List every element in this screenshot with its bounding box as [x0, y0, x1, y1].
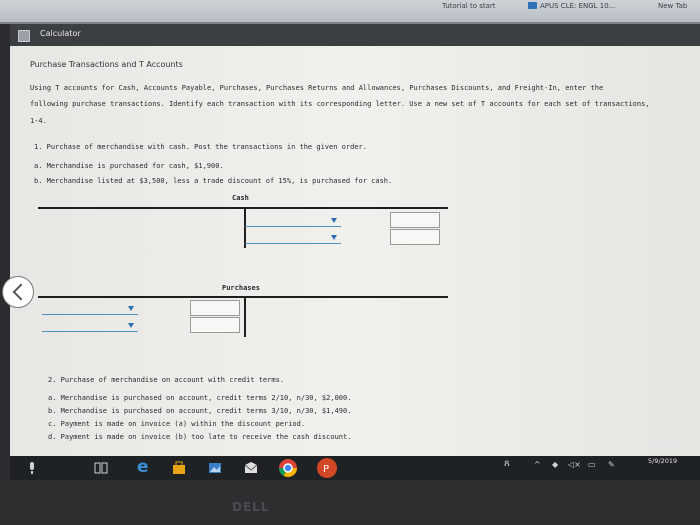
mail-icon[interactable] — [244, 461, 258, 475]
chevron-down-icon — [331, 235, 337, 240]
page-title: Purchase Transactions and T Accounts — [30, 60, 183, 69]
purchases-debit-dropdown-1[interactable] — [42, 303, 138, 315]
tray-time[interactable]: 11:26 PM — [648, 442, 679, 450]
task-view-icon[interactable] — [94, 461, 108, 475]
browser-tab[interactable]: Tutorial to start — [442, 2, 496, 10]
back-button[interactable] — [2, 276, 34, 308]
network-icon[interactable]: ◆ — [552, 460, 559, 469]
intro-line: Using T accounts for Cash, Accounts Payable, Purchases, Purchases Returns and Allowances, Purchases Discounts, and Freight-In, enter the — [30, 84, 604, 92]
cash-credit-amount-2[interactable] — [390, 229, 440, 245]
volume-icon[interactable]: ◁× — [568, 460, 581, 469]
photos-icon[interactable] — [208, 461, 222, 475]
chevron-down-icon — [128, 323, 134, 328]
powerpoint-icon[interactable] — [316, 457, 338, 479]
q1-title: 1. Purchase of merchandise with cash. Post the transactions in the given order. — [34, 143, 367, 151]
battery-icon[interactable]: ▭ — [588, 460, 596, 469]
chevron-down-icon — [331, 218, 337, 223]
calculator-link[interactable]: Calculator — [40, 29, 81, 38]
calculator-icon[interactable] — [18, 30, 30, 42]
intro-line: 1-4. — [30, 117, 47, 125]
q2-item: a. Merchandise is purchased on account, credit terms 2/10, n/30, $2,000. — [48, 394, 352, 402]
browser-tab-strip — [0, 0, 700, 22]
cash-debit-dropdown-2[interactable] — [245, 232, 341, 244]
chevron-down-icon — [128, 306, 134, 311]
chevron-up-icon[interactable]: ^ — [534, 460, 541, 469]
q2-title: 2. Purchase of merchandise on account with credit terms. — [48, 376, 285, 384]
q2-item: c. Payment is made on invoice (a) within the discount period. — [48, 420, 306, 428]
q2-item: b. Merchandise is purchased on account, credit terms 3/10, n/30, $1,490. — [48, 407, 352, 415]
cash-debit-dropdown-1[interactable] — [245, 215, 341, 227]
windows-taskbar — [10, 456, 700, 480]
cash-credit-amount-1[interactable] — [390, 212, 440, 228]
browser-tab[interactable]: New Tab — [658, 2, 688, 10]
tab-favicon-icon — [528, 2, 537, 9]
svg-text:P: P — [323, 464, 330, 475]
tray-date[interactable]: 5/9/2019 — [648, 457, 678, 465]
purchases-amount-1[interactable] — [190, 300, 240, 316]
edge-icon[interactable]: e — [137, 457, 149, 477]
assignment-page — [10, 46, 700, 456]
purchases-debit-dropdown-2[interactable] — [42, 320, 138, 332]
pen-icon[interactable]: ✎ — [608, 460, 615, 469]
purchases-t-rule — [38, 296, 448, 298]
laptop-bezel — [0, 480, 700, 525]
q1-item: b. Merchandise listed at $3,500, less a trade discount of 15%, is purchased for cash. — [34, 177, 393, 185]
dell-logo: DELL — [232, 500, 270, 514]
cash-t-rule — [38, 207, 448, 209]
intro-line: following purchase transactions. Identify each transaction with its corresponding letter. Use a new set of T accounts for each set of transactions, — [30, 100, 650, 108]
purchases-t-divider — [244, 297, 246, 337]
people-icon[interactable]: ጸ — [504, 458, 510, 469]
cash-account-title: Cash — [232, 194, 249, 202]
app-title-bar — [10, 24, 700, 46]
q2-item: d. Payment is made on invoice (b) too late to receive the cash discount. — [48, 433, 352, 441]
store-icon[interactable] — [172, 461, 186, 475]
chrome-icon[interactable] — [278, 458, 298, 478]
chevron-left-icon — [13, 284, 30, 301]
purchases-amount-2[interactable] — [190, 317, 240, 333]
purchases-account-title: Purchases — [222, 284, 260, 292]
q1-item: a. Merchandise is purchased for cash, $1,900. — [34, 162, 224, 170]
browser-tab[interactable]: APUS CLE: ENGL 10... — [540, 2, 616, 10]
microphone-icon[interactable] — [26, 461, 38, 475]
